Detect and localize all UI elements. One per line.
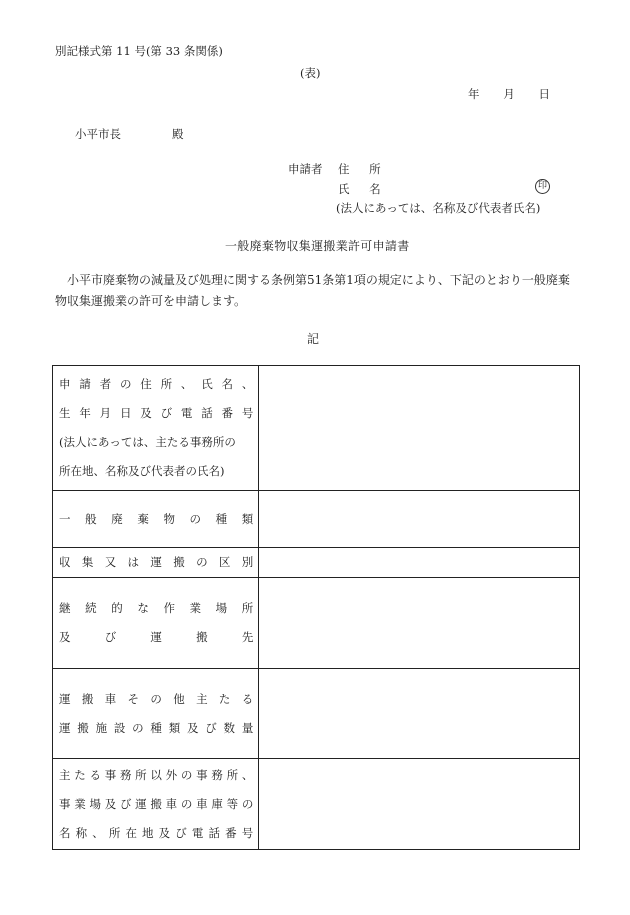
application-details-table [52,365,580,850]
front-side-mark: (表) [300,66,321,80]
applicant-address-label: 住 所 [338,162,389,176]
record-mark: 記 [307,332,320,346]
application-statement: 小平市廃棄物の減量及び処理に関する条例第51条第1項の規定により、下記のとおり一般廃棄物収集運搬業の許可を申請します。 [55,273,570,308]
spread-label-line: 生 年 月 日 及 び 電 話 番 号 [59,406,254,420]
row-label-vehicles-facilities [53,669,259,759]
seal-mark: 印 [535,179,550,194]
form-number: 別記様式第 11 号(第 33 条関係) [55,44,223,58]
applicant-details-field[interactable] [259,366,580,491]
document-title: 一般廃棄物収集運搬業許可申請書 [225,239,410,253]
applicant-name-label: 氏 名 [338,182,389,196]
row-label-work-site-destination [53,578,259,669]
label-line: 所在地、名称及び代表者の氏名) [59,464,225,478]
spread-label-line: 継 続 的 な 作 業 場 所 [59,601,254,615]
spread-label-line: 申 請 者 の 住 所 、 氏 名 、 [59,377,254,391]
label-line: (法人にあっては、主たる事務所の [59,435,236,449]
table-row [53,366,580,491]
spread-label-line: 収 集 又 は 運 搬 の 区 別 [59,555,254,569]
table-row [53,759,580,850]
row-label-other-offices [53,759,259,850]
table-row [53,548,580,578]
collection-or-transport-field[interactable] [259,548,580,578]
row-label-applicant-details [53,366,259,491]
vehicles-facilities-field[interactable] [259,669,580,759]
table-row [53,669,580,759]
spread-label-line: 主 た る 事 務 所 以 外 の 事 務 所 、 [59,767,254,782]
row-label-collection-or-transport [53,548,259,578]
addressee-name: 小平市長 [75,127,121,141]
date-day-label: 日 [538,87,550,101]
table-row [53,578,580,669]
addressee-honorific: 殿 [172,127,184,141]
corporation-note: (法人にあっては、名称及び代表者氏名) [336,201,541,215]
spread-label-line: 運 搬 車 そ の 他 主 た る [59,691,254,706]
spread-label-line: 及 び 運 搬 先 [59,630,254,644]
table-row [53,491,580,548]
spread-label-line: 事 業 場 及 び 運 搬 車 の 車 庫 等 の [59,796,254,811]
date-year-label: 年 [468,87,480,101]
spread-label-line: 運 搬 施 設 の 種 類 及 び 数 量 [59,720,254,735]
spread-label-line: 一 般 廃 棄 物 の 種 類 [59,511,254,526]
other-offices-field[interactable] [259,759,580,850]
waste-type-field[interactable] [259,491,580,548]
work-site-destination-field[interactable] [259,578,580,669]
spread-label-line: 名 称 、 所 在 地 及 び 電 話 番 号 [59,825,254,840]
date-field [468,86,550,102]
row-label-waste-type [53,491,259,548]
applicant-label: 申請者 [288,162,323,176]
date-month-label: 月 [503,87,515,101]
